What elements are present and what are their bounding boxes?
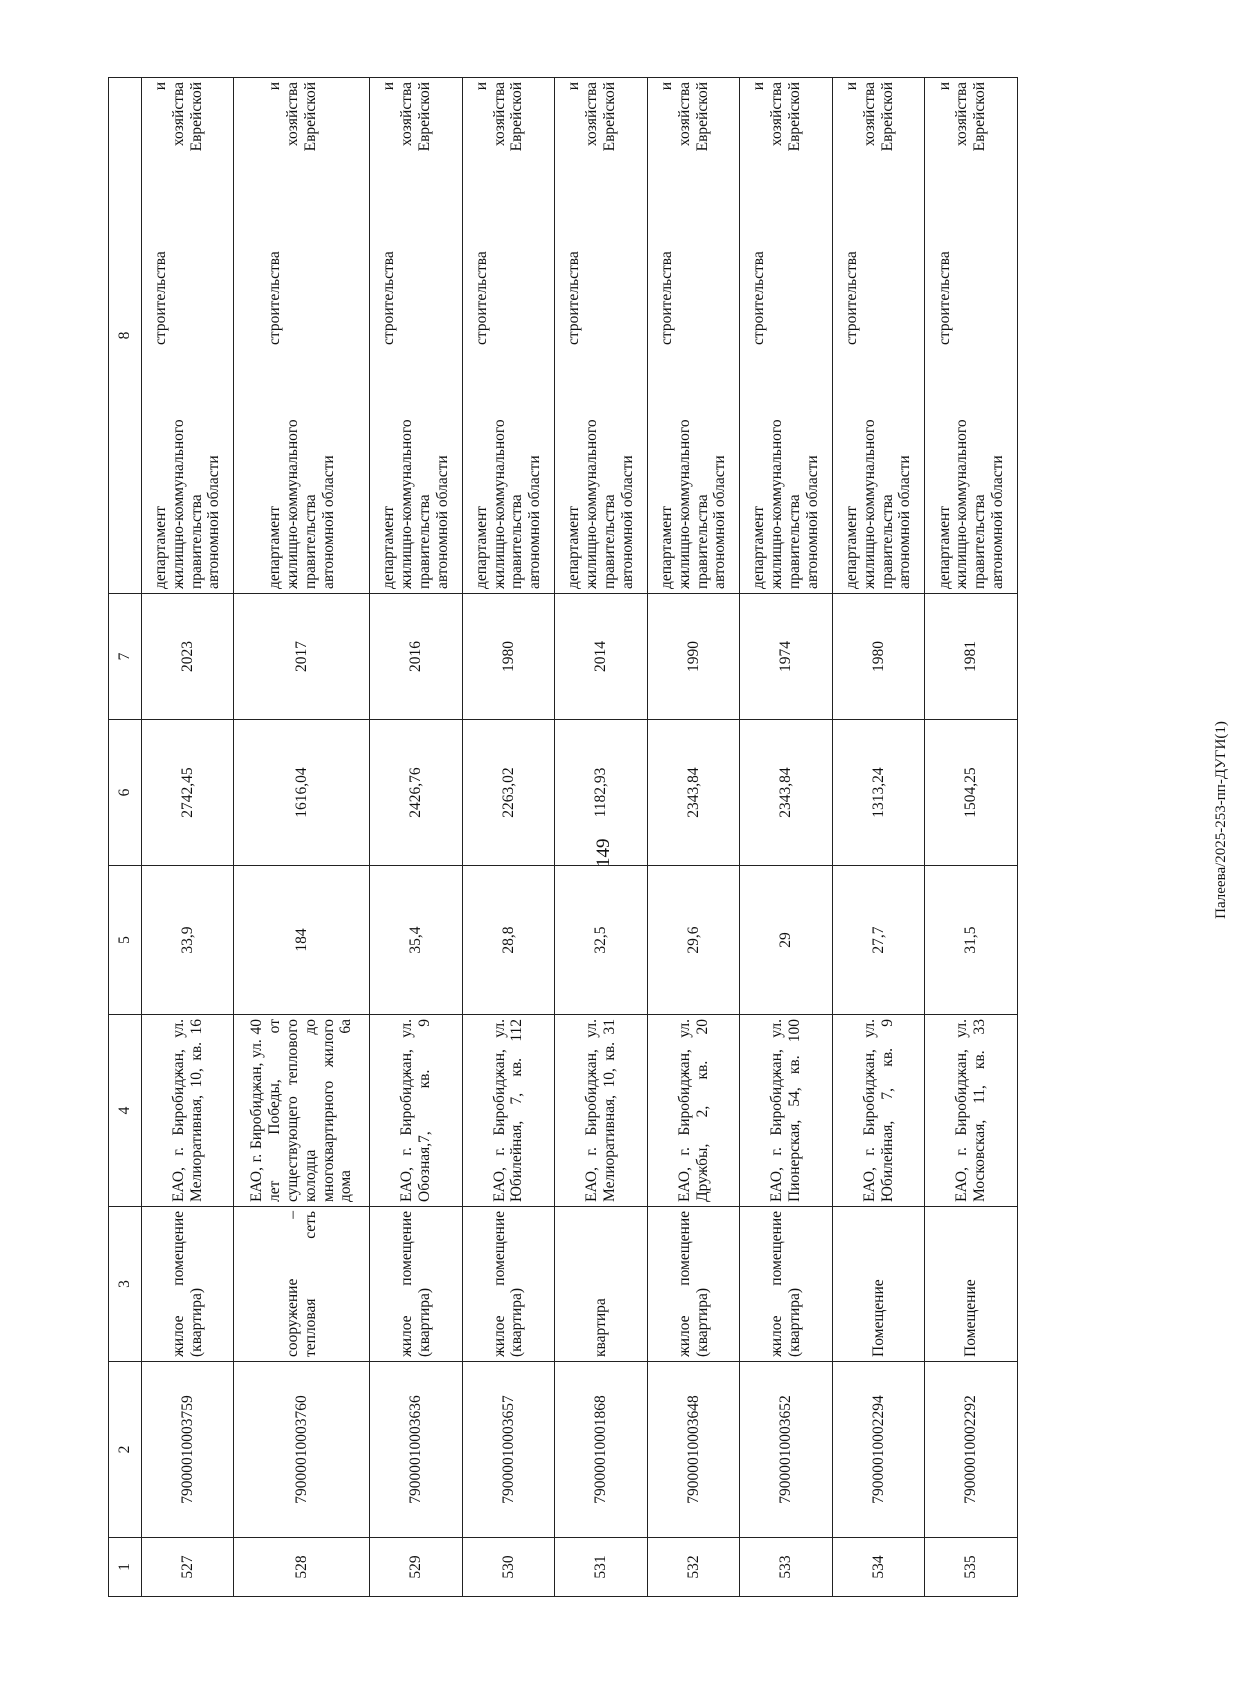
- cell-value: 1182,93: [555, 720, 648, 866]
- table-row: [370, 78, 463, 1597]
- cell-object-type: жилое помещение (квартира): [370, 1207, 463, 1362]
- cell-holder: департамент строительства и жилищно-коммунального хозяйства правительства Еврейской автономной области: [647, 78, 740, 594]
- cell-area: 35,4: [370, 866, 463, 1015]
- table-row: [832, 78, 925, 1597]
- cell-value: 1616,04: [234, 720, 370, 866]
- cell-value: 2263,02: [462, 720, 555, 866]
- cell-area: 32,5: [555, 866, 648, 1015]
- cell-address: ЕАО, г. Биробиджан, ул. Мелиоративная, 10, кв. 16: [141, 1015, 234, 1207]
- cell-object-type: жилое помещение (квартира): [740, 1207, 833, 1362]
- table-row: [740, 78, 833, 1597]
- cell-holder: департамент строительства и жилищно-коммунального хозяйства правительства Еврейской автономной области: [555, 78, 648, 594]
- cell-value: 2343,84: [740, 720, 833, 866]
- column-header: 4: [109, 1015, 142, 1207]
- cell-value: 2742,45: [141, 720, 234, 866]
- cell-address: ЕАО, г. Биробиджан, ул. 40 лет Победы, от существующего теплового колодца до многоквартирного жилого дома 6а: [234, 1015, 370, 1207]
- table-row: [141, 78, 234, 1597]
- column-header: 5: [109, 866, 142, 1015]
- cell-cadastral-number: 79000010001868: [555, 1362, 648, 1538]
- table-row: [925, 78, 1018, 1597]
- property-register-table: [108, 77, 1018, 1597]
- cell-area: 29: [740, 866, 833, 1015]
- cell-cadastral-number: 79000010003657: [462, 1362, 555, 1538]
- cell-year: 1990: [647, 594, 740, 720]
- cell-row-number: 528: [234, 1538, 370, 1597]
- cell-year: 2017: [234, 594, 370, 720]
- cell-holder: департамент строительства и жилищно-коммунального хозяйства правительства Еврейской автономной области: [234, 78, 370, 594]
- column-header: 1: [109, 1538, 142, 1597]
- cell-area: 184: [234, 866, 370, 1015]
- cell-holder: департамент строительства и жилищно-коммунального хозяйства правительства Еврейской автономной области: [141, 78, 234, 594]
- cell-object-type: жилое помещение (квартира): [647, 1207, 740, 1362]
- cell-year: 1974: [740, 594, 833, 720]
- column-header: 8: [109, 78, 142, 594]
- cell-area: 29,6: [647, 866, 740, 1015]
- column-header: 6: [109, 720, 142, 866]
- cell-holder: департамент строительства и жилищно-коммунального хозяйства правительства Еврейской автономной области: [370, 78, 463, 594]
- cell-row-number: 530: [462, 1538, 555, 1597]
- cell-value: 1504,25: [925, 720, 1018, 866]
- cell-year: 2023: [141, 594, 234, 720]
- cell-area: 27,7: [832, 866, 925, 1015]
- cell-cadastral-number: 79000010002294: [832, 1362, 925, 1538]
- cell-address: ЕАО, г. Биробиджан, ул. Московская, 11, кв. 33: [925, 1015, 1018, 1207]
- cell-area: 28,8: [462, 866, 555, 1015]
- cell-object-type: жилое помещение (квартира): [141, 1207, 234, 1362]
- cell-area: 33,9: [141, 866, 234, 1015]
- cell-address: ЕАО, г. Биробиджан, ул. Дружбы, 2, кв. 20: [647, 1015, 740, 1207]
- cell-year: 2016: [370, 594, 463, 720]
- page-number: 149: [593, 838, 614, 867]
- cell-year: 1980: [832, 594, 925, 720]
- cell-cadastral-number: 79000010002292: [925, 1362, 1018, 1538]
- cell-object-type: сооружение – тепловая сеть: [234, 1207, 370, 1362]
- cell-holder: департамент строительства и жилищно-коммунального хозяйства правительства Еврейской автономной области: [462, 78, 555, 594]
- column-header: 2: [109, 1362, 142, 1538]
- cell-cadastral-number: 79000010003652: [740, 1362, 833, 1538]
- cell-row-number: 529: [370, 1538, 463, 1597]
- cell-cadastral-number: 79000010003760: [234, 1362, 370, 1538]
- cell-address: ЕАО, г. Биробиджан, ул. Пионерская, 54, кв. 100: [740, 1015, 833, 1207]
- cell-cadastral-number: 79000010003636: [370, 1362, 463, 1538]
- cell-row-number: 533: [740, 1538, 833, 1597]
- cell-holder: департамент строительства и жилищно-коммунального хозяйства правительства Еврейской автономной области: [925, 78, 1018, 594]
- cell-object-type: жилое помещение (квартира): [462, 1207, 555, 1362]
- column-header: 7: [109, 594, 142, 720]
- cell-row-number: 535: [925, 1538, 1018, 1597]
- cell-row-number: 527: [141, 1538, 234, 1597]
- cell-holder: департамент строительства и жилищно-коммунального хозяйства правительства Еврейской автономной области: [740, 78, 833, 594]
- rotated-table-wrapper: [108, 78, 1018, 1597]
- table-row: [647, 78, 740, 1597]
- table-body: [141, 78, 1017, 1597]
- cell-row-number: 531: [555, 1538, 648, 1597]
- cell-address: ЕАО, г. Биробиджан, ул. Юбилейная, 7, кв. 112: [462, 1015, 555, 1207]
- cell-year: 1980: [462, 594, 555, 720]
- cell-object-type: Помещение: [832, 1207, 925, 1362]
- document-footer-code: Палеева/2025-253-пп-ДУГИ(1): [1213, 721, 1229, 919]
- cell-address: ЕАО, г. Биробиджан, ул. Мелиоративная, 10, кв. 31: [555, 1015, 648, 1207]
- cell-value: 1313,24: [832, 720, 925, 866]
- table-row: [462, 78, 555, 1597]
- cell-address: ЕАО, г. Биробиджан, ул. Юбилейная, 7, кв. 9: [832, 1015, 925, 1207]
- cell-year: 1981: [925, 594, 1018, 720]
- cell-year: 2014: [555, 594, 648, 720]
- cell-object-type: Помещение: [925, 1207, 1018, 1362]
- table-row: [555, 78, 648, 1597]
- cell-object-type: квартира: [555, 1207, 648, 1362]
- cell-cadastral-number: 79000010003759: [141, 1362, 234, 1538]
- table-header-row: [109, 78, 142, 1597]
- cell-holder: департамент строительства и жилищно-коммунального хозяйства правительства Еврейской автономной области: [832, 78, 925, 594]
- cell-cadastral-number: 79000010003648: [647, 1362, 740, 1538]
- cell-area: 31,5: [925, 866, 1018, 1015]
- cell-address: ЕАО, г. Биробиджан, ул. Обозная,7, кв. 9: [370, 1015, 463, 1207]
- table-row: [234, 78, 370, 1597]
- cell-row-number: 534: [832, 1538, 925, 1597]
- cell-row-number: 532: [647, 1538, 740, 1597]
- cell-value: 2426,76: [370, 720, 463, 866]
- column-header: 3: [109, 1207, 142, 1362]
- cell-value: 2343,84: [647, 720, 740, 866]
